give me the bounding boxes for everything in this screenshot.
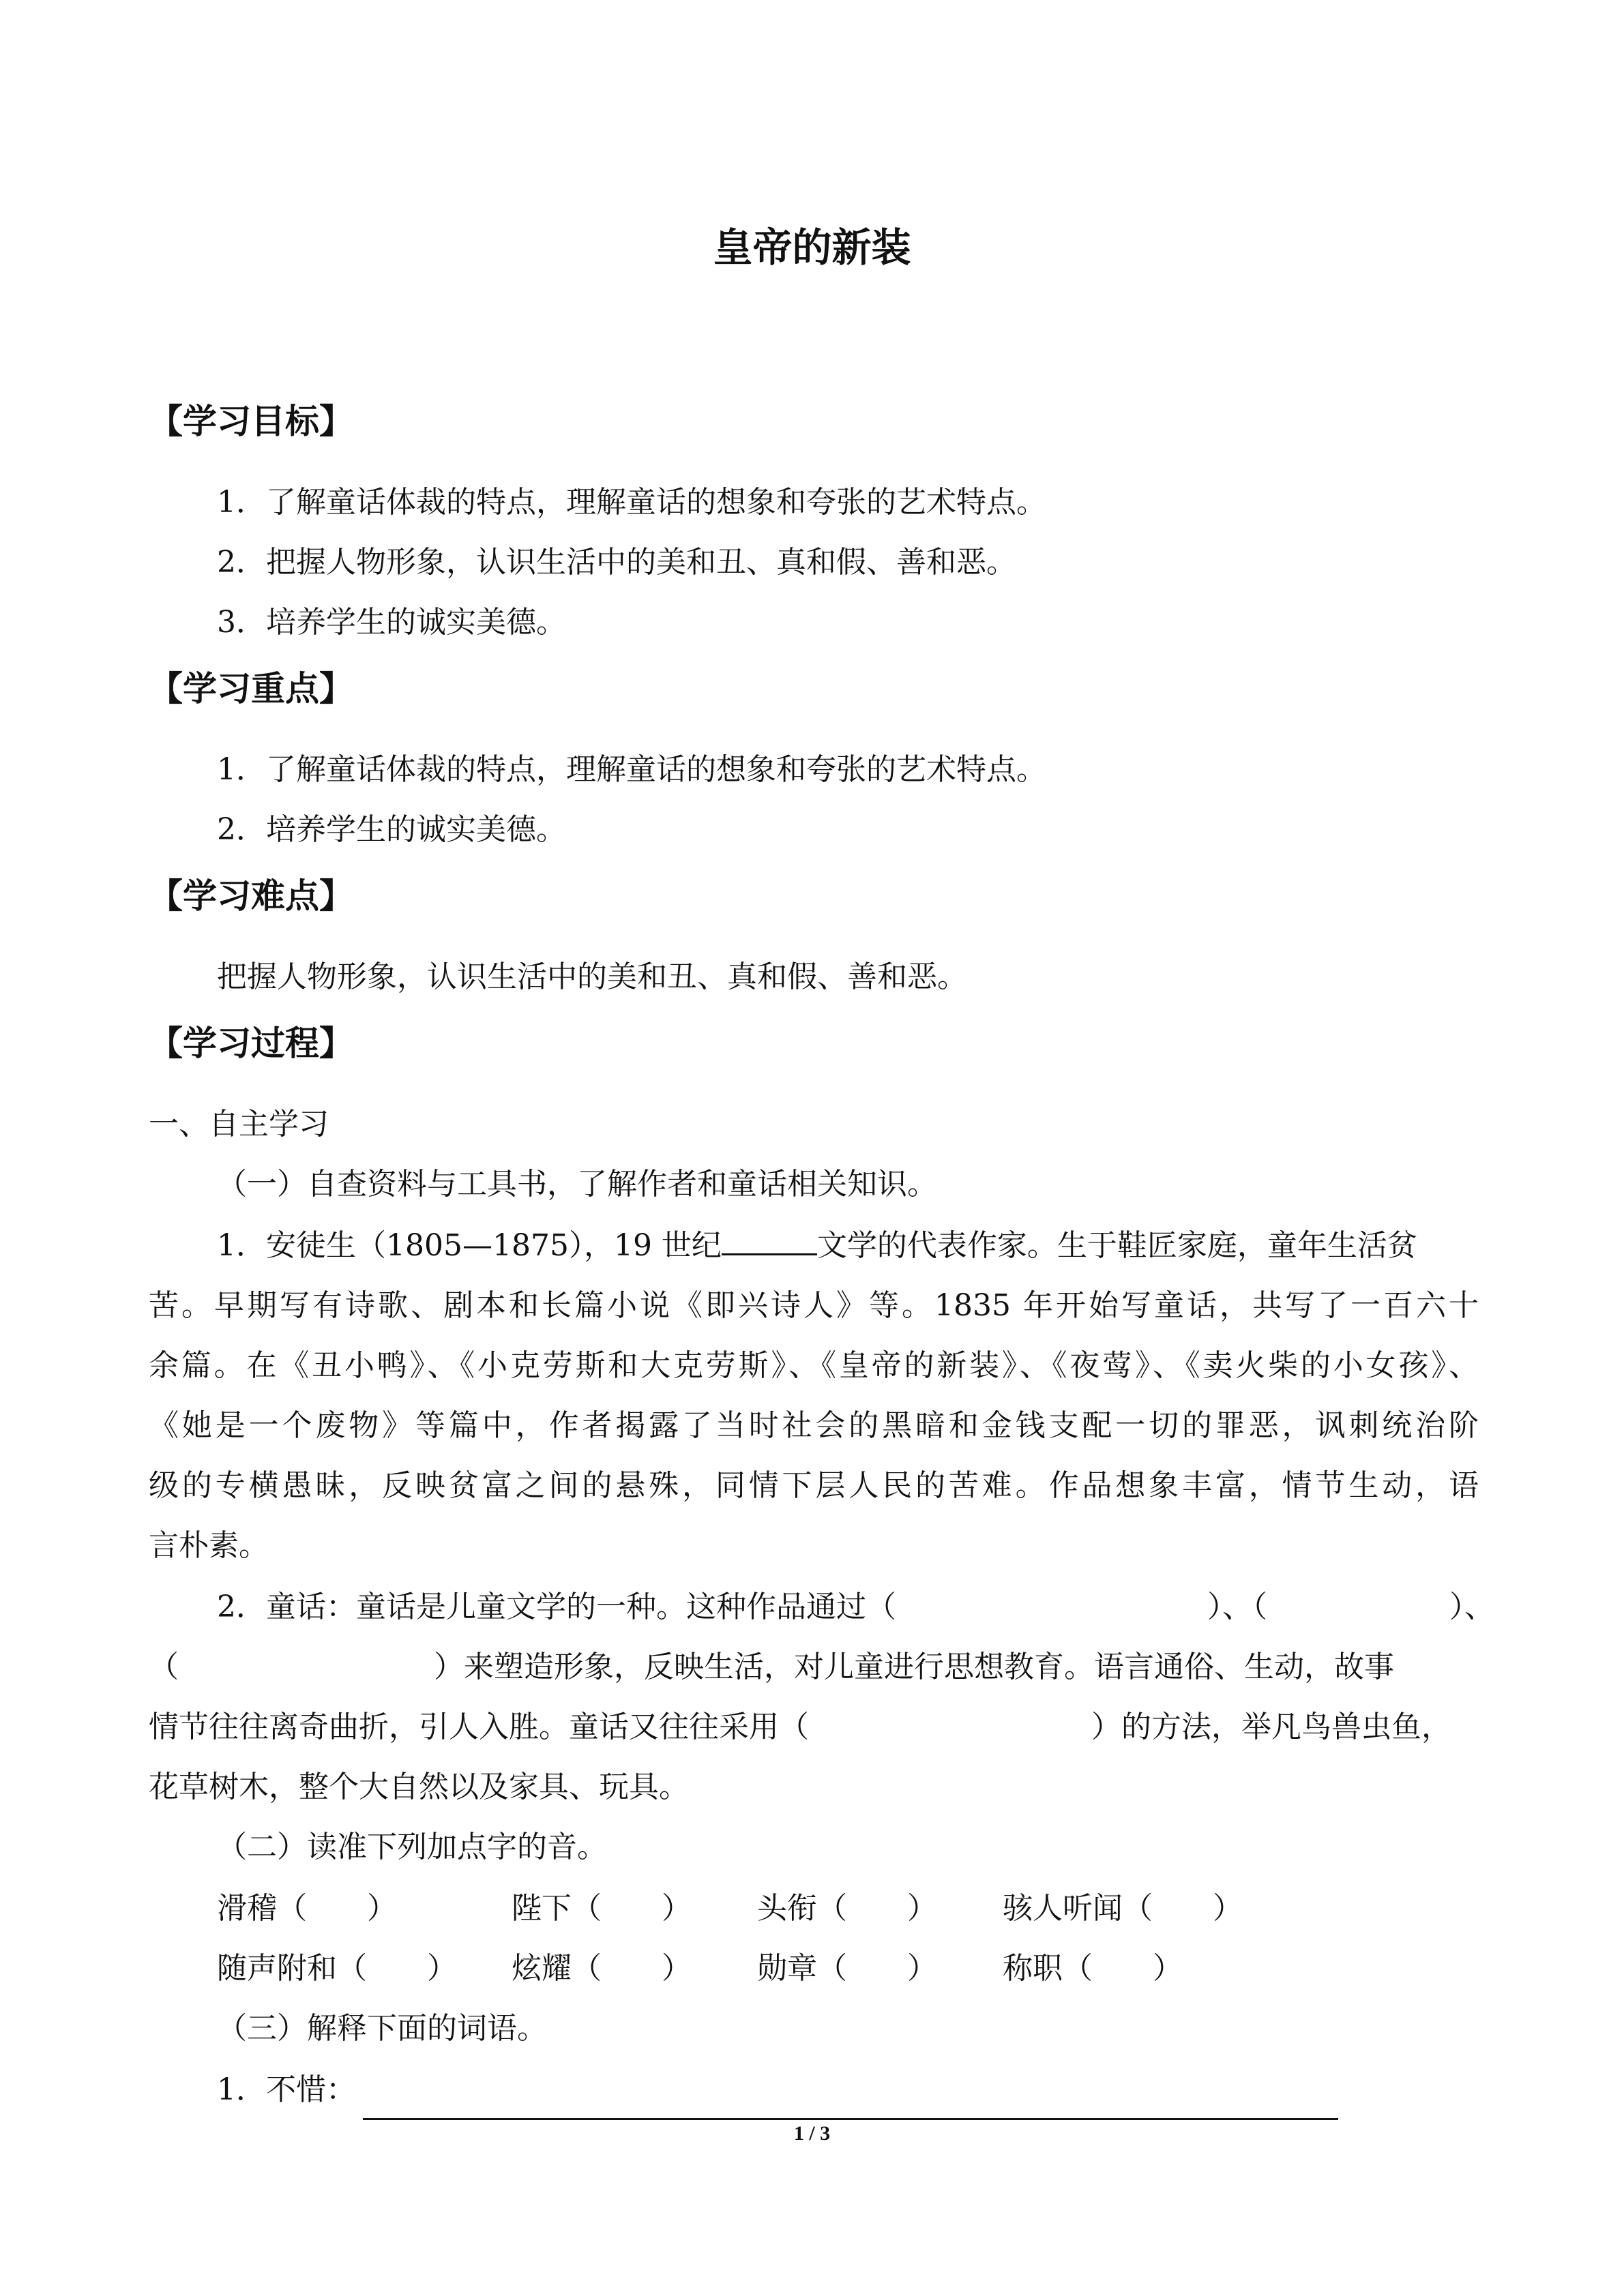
question-2-text: 2．童话：童话是儿童文学的一种。这种作品通过（ (217, 1590, 896, 1624)
question-1-line: 言朴素。 (149, 1528, 269, 1563)
subheading: （三）解释下面的词语。 (217, 2011, 547, 2046)
subheading: （二）读准下列加点字的音。 (217, 1830, 607, 1864)
section-heading-difficulties: 【学习难点】 (149, 876, 353, 916)
pinyin-word: 随声附和（ ） (217, 1951, 457, 1986)
section-heading-objectives: 【学习目标】 (149, 402, 353, 441)
question-1-line: 《她是一个废物》等篇中，作者揭露了当时社会的黑暗和金钱支配一切的罪恶，讽刺统治阶 (149, 1408, 1479, 1443)
pinyin-word: 炫耀（ ） (512, 1951, 692, 1986)
question-1-line: 苦。早期写有诗歌、剧本和长篇小说《即兴诗人》等。1835 年开始写童话，共写了一百六十 (149, 1288, 1479, 1323)
section-heading-key-points: 【学习重点】 (149, 669, 353, 709)
question-2-text: 花草树木，整个大自然以及家具、玩具。 (149, 1770, 689, 1804)
page-number: 1 / 3 (793, 2122, 831, 2145)
pinyin-word: 陛下（ ） (512, 1891, 692, 1926)
question-2-text: 情节往往离奇曲折，引人入胜。童话又往往采用（ (149, 1710, 809, 1744)
question-text: 文学的代表作家。生于鞋匠家庭，童年生活贫 (816, 1228, 1417, 1263)
question-2-text: ）的方法，举凡鸟兽虫鱼， (1091, 1710, 1451, 1744)
answer-line[interactable] (363, 2118, 1338, 2120)
question-2-text: ）来塑造形象，反映生活，对儿童进行思想教育。语言通俗、生动，故事 (434, 1650, 1394, 1684)
section-heading-process: 【学习过程】 (149, 1024, 353, 1063)
definition-item: 1．不惜： (217, 2072, 356, 2107)
question-2-text: ）、（ (1207, 1590, 1267, 1624)
question-2-text: ）、 (1449, 1590, 1494, 1624)
pinyin-word: 头衔（ ） (757, 1891, 937, 1926)
objective-item: 1．了解童话体裁的特点，理解童话的想象和夸张的艺术特点。 (217, 485, 1046, 520)
subheading: （一）自查资料与工具书，了解作者和童话相关知识。 (217, 1167, 937, 1202)
page-title: 皇帝的新装 (713, 224, 911, 271)
pinyin-word: 称职（ ） (1003, 1951, 1183, 1986)
pinyin-word: 滑稽（ ） (217, 1891, 397, 1926)
pinyin-word: 骇人听闻（ ） (1003, 1891, 1243, 1926)
key-point-item: 1．了解童话体裁的特点，理解童话的想象和夸张的艺术特点。 (217, 752, 1046, 787)
question-1-line: 级的专横愚昧，反映贫富之间的悬殊，同情下层人民的苦难。作品想象丰富，情节生动，语 (149, 1468, 1479, 1503)
question-1-line: 余篇。在《丑小鸭》、《小克劳斯和大克劳斯》、《皇帝的新装》、《夜莺》、《卖火柴的小女孩》、 (149, 1348, 1479, 1383)
objective-item: 3．培养学生的诚实美德。 (217, 605, 566, 640)
difficulty-text: 把握人物形象，认识生活中的美和丑、真和假、善和恶。 (217, 959, 967, 994)
part-heading: 一、自主学习 (149, 1107, 329, 1142)
objective-item: 2．把握人物形象，认识生活中的美和丑、真和假、善和恶。 (217, 545, 1016, 580)
question-2-text: （ (149, 1650, 179, 1684)
question-1-first-line (217, 1221, 1417, 1264)
question-text: 1．安徒生（1805—1875），19 世纪 (217, 1228, 722, 1263)
key-point-item: 2．培养学生的诚实美德。 (217, 812, 566, 847)
pinyin-word: 勋章（ ） (757, 1951, 937, 1986)
fill-blank[interactable] (722, 1222, 817, 1255)
